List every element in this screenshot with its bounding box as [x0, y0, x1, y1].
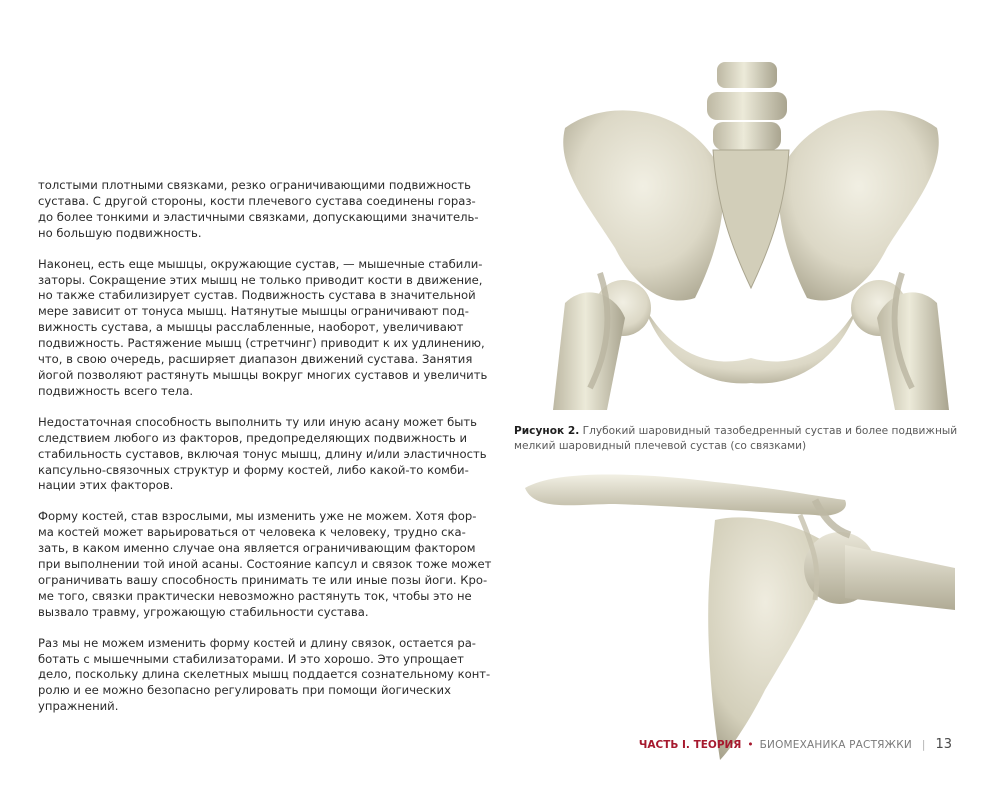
right-femur [877, 292, 949, 410]
shoulder-illustration [515, 460, 955, 770]
body-text [38, 178, 493, 730]
clavicle [525, 474, 846, 515]
sacrum [713, 150, 789, 288]
paragraph: Наконец, есть еще мышцы, окружающие сустав, — мышечные стабили- заторы. Сокращение этих мышц не только приводит кости в движение, но также стабилизирует сустав. Подвижность сустава в значительной мере зависит от тонуса мышц. Натянутые мышцы ограничивают под- вижность сустава, а мышцы расслабленные, наоборот, увеличивают подвижность. Растяжение мышц (стретчинг) приводит к их удлинению, что, в свою очередь, расширяет диапазон движений сустава. Занятия йогой позволяют растянуть мышцы вокруг многих суставов и увеличить подвижность всего тела. [38, 256, 488, 398]
left-ilium [563, 110, 723, 300]
pubic-arch [645, 308, 857, 383]
paragraph: Раз мы не можем изменить форму костей и длину связок, остается ра- ботать с мышечными стабилизаторами. И это хорошо. Это упрощает дело, поскольку длина скелетных мышц поддается сознательному конт- ролю и ее можно безопасно регулировать при помощи йогических упражнений. [38, 635, 491, 714]
figure-label: Рисунок 2. [514, 425, 580, 437]
humerus [845, 545, 955, 610]
vertebra [713, 122, 781, 150]
running-footer [639, 738, 952, 752]
figure-caption [514, 424, 959, 453]
page-number: 13 [935, 737, 952, 752]
part-title: ЧАСТЬ I. ТЕОРИЯ [638, 739, 742, 751]
vertebra [707, 92, 787, 120]
section-title: БИОМЕХАНИКА РАСТЯЖКИ [759, 739, 912, 751]
footer-separator: | [921, 739, 926, 751]
left-femur [553, 292, 625, 410]
paragraph: Недостаточная способность выполнить ту или иную асану может быть следствием любого из факторов, предопределяющих подвижность и стабильность суставов, включая тонус мышц, длину и/или эластичность капсульно-связочных структур и форму костей, либо какой-то комби- нации этих факторов. [38, 414, 487, 493]
right-ilium [779, 110, 939, 300]
footer-bullet: • [747, 739, 754, 751]
paragraph: толстыми плотными связками, резко ограничивающими подвижность сустава. С другой стороны, кости плечевого сустава соединены гораз- до более тонкими и эластичными связками, допускающими значитель- но большую подвижность. [38, 178, 479, 240]
vertebra [717, 62, 777, 88]
figure-caption-text: Глубокий шаровидный тазобедренный сустав и более подвижный мелкий шаровидный плечевой сустав (со связками) [514, 425, 958, 452]
pelvis-illustration [545, 58, 957, 410]
paragraph: Форму костей, став взрослыми, мы изменить уже не можем. Хотя фор- ма костей может варьироваться от человека к человеку, трудно ска- зать, в каком именно случае она является ограничивающим фактором при выполнении той иной асаны. Состояние капсул и связок тоже может ограничивать вашу способность принимать те или иные позы йоги. Кро- ме того, связки практически невозможно растянуть ток, чтобы это не вызвало травму, угрожающую стабильности сустава. [38, 509, 492, 619]
